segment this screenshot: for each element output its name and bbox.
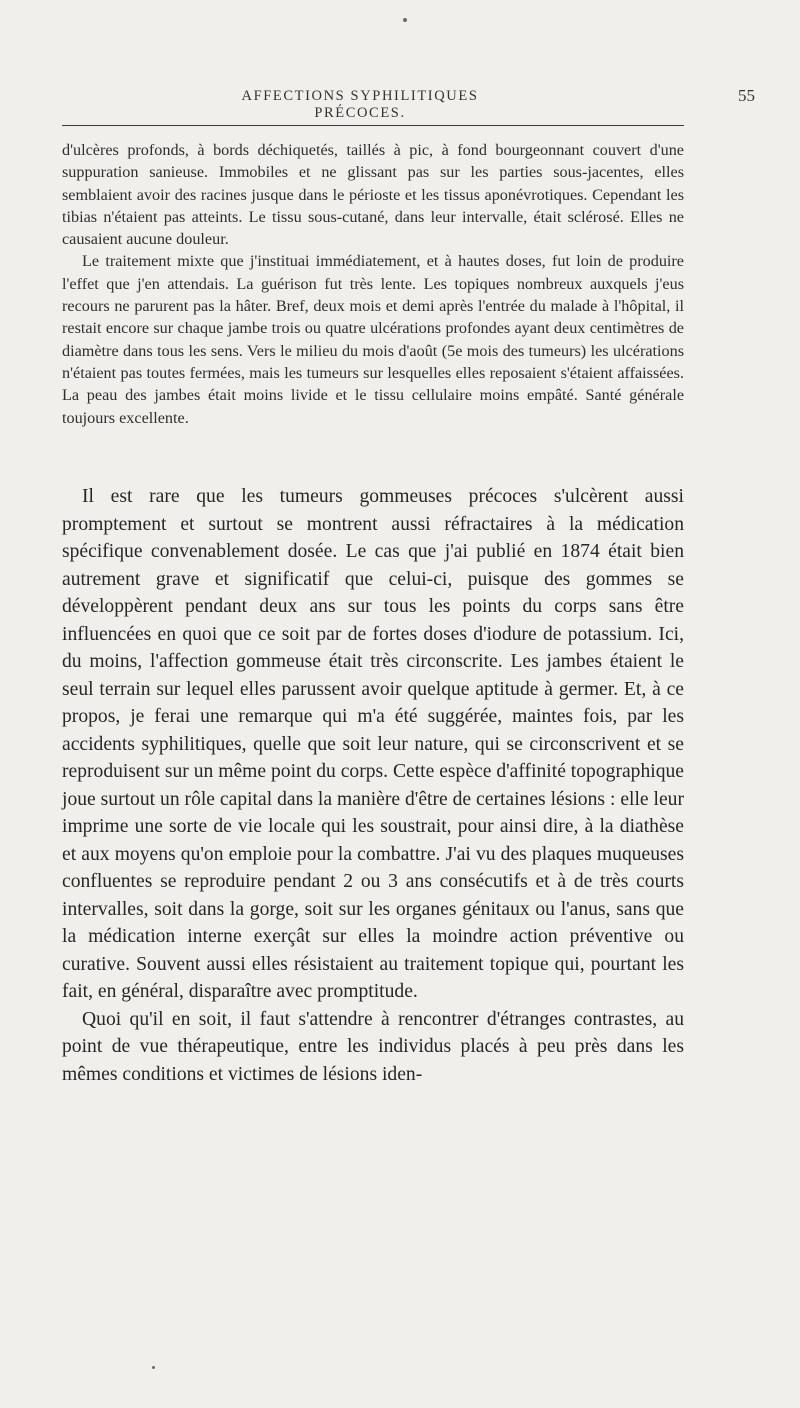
paragraph: Il est rare que les tumeurs gommeuses précoces s'ulcèrent aussi promptement et surtout se montrent aussi réfractaires à la médication spécifique convenablement dosée. Le cas que j'ai publié en 1874 était bien autrement grave et significatif que celui-ci, puisque des gommes se développèrent pendant deux ans sur tous les points du corps sans être influencées en quoi que ce soit par de fortes doses d'iodure de potassium. Ici, du moins, l'affection gommeuse était très circonscrite. Les jambes étaient le seul terrain sur lequel elles parussent avoir quelque aptitude à germer. Et, à ce propos, je ferai une remarque qui m'a été suggérée, maintes fois, par les accidents syphilitiques, quelle que soit leur nature, qui se circonscrivent et se reproduisent sur un même point du corps. Cette espèce d'affinité topographique joue surtout un rôle capital dans la manière d'être de certaines lésions : elle leur imprime une sorte de vie locale qui les soustrait, pour ainsi dire, à la diathèse et aux moyens qu'on emploie pour la combattre. J'ai vu des plaques muqueuses confluentes se reproduire pendant 2 ou 3 ans consécutifs et à de très courts intervalles, soit dans la gorge, soit sur les organes génitaux ou l'anus, sans que la médication interne exerçât sur elles la moindre action préventive ou curative. Souvent aussi elles résistaient au traitement topique qui, pourtant les fait, en général, disparaître avec promptitude.: [62, 486, 684, 1002]
paragraph: Le traitement mixte que j'instituai immédiatement, et à hautes doses, fut loin de produire l'effet que j'en attendais. La guérison fut très lente. Les topiques nombreux auxquels j'eus recours ne parurent pas la hâter. Bref, deux mois et demi après l'entrée du malade à l'hôpital, il restait encore sur chaque jambe trois ou quatre ulcérations profondes ayant deux centimètres de diamètre dans tous les sens. Vers le milieu du mois d'août (5e mois des tumeurs) les ulcérations n'étaient pas toutes fermées, mais les tumeurs sur lesquelles elles reposaient s'étaient affaissées. La peau des jambes était moins livide et le tissu cellulaire moins empâté. Santé générale toujours excellente.: [62, 252, 684, 427]
page-number: 55: [738, 86, 755, 105]
main-text: [62, 483, 684, 1088]
paragraph: Quoi qu'il en soit, il faut s'attendre à rencontrer d'étranges contrastes, au point de vue thérapeutique, entre les individus placés à peu près dans les mêmes conditions et victimes de lésions iden-: [62, 1008, 684, 1085]
ink-speck: [403, 18, 407, 22]
ink-speck: [152, 1366, 155, 1369]
running-title: AFFECTIONS SYPHILITIQUES PRÉCOCES.: [241, 88, 479, 121]
paragraph: d'ulcères profonds, à bords déchiquetés, taillés à pic, à fond bourgeonnant couvert d'une suppuration sanieuse. Immobiles et ne glissant pas sur les parties sous-jacentes, elles semblaient avoir des racines jusque dans le périoste et les tissus aponévrotiques. Cependant les tibias n'étaient pas atteints. Le tissu sous-cutané, dans leur intervalle, était sclérosé. Elles ne causaient aucune douleur.: [62, 141, 684, 249]
header-rule: [62, 125, 684, 126]
case-report-text: [62, 139, 684, 429]
